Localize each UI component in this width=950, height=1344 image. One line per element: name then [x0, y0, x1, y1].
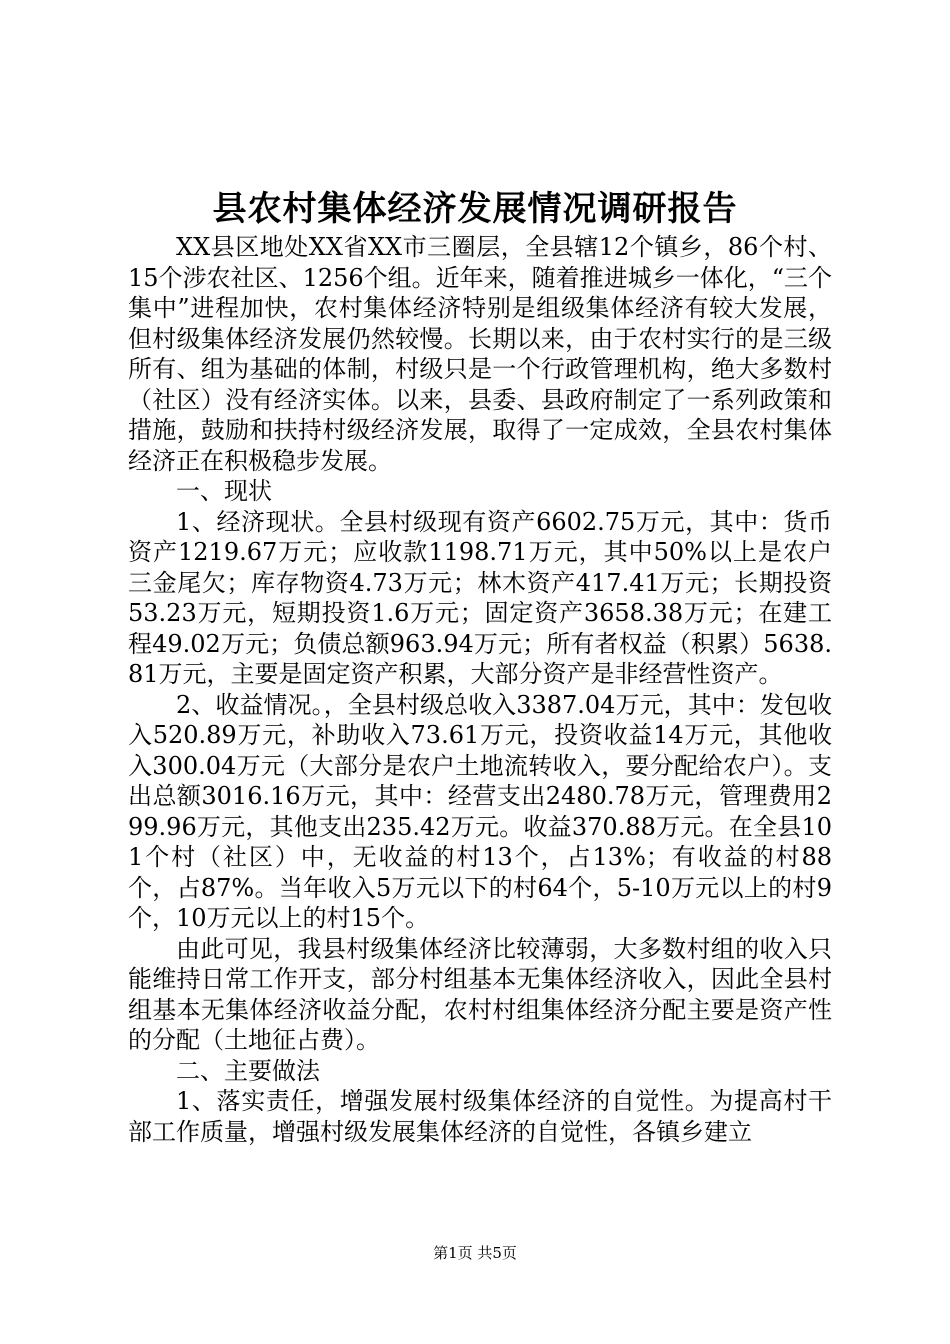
- paragraph-conclusion: 由此可见，我县村级集体经济比较薄弱，大多数村组的收入只能维持日常工作开支，部分村组基本无集体经济收入，因此全县村组基本无集体经济收益分配，农村村组集体经济分配主要是资产性的分配（土地征占费）。: [128, 934, 832, 1054]
- paragraph-intro: XX县区地处XX省XX市三圈层，全县辖12个镇乡，86个村、15个涉农社区、1256个组。近年来，随着推进城乡一体化，“三个集中”进程加快，农村集体经济特别是组级集体经济有较大发展，但村级集体经济发展仍然较慢。长期以来，由于农村实行的是三级所有、组为基础的体制，村级只是一个行政管理机构，绝大多数村（社区）没有经济实体。以来，县委、县政府制定了一系列政策和措施，鼓励和扶持村级经济发展，取得了一定成效，全县农村集体经济正在积极稳步发展。: [128, 233, 832, 475]
- paragraph-economic-status: 1、经济现状。全县村级现有资产6602.75万元，其中：货币资产1219.67万元；应收款1198.71万元，其中50%以上是农户三金尾欠；库存物资4.73万元；林木资产417.41万元；长期投资53.23万元，短期投资1.6万元；固定资产3658.38万元；在建工程49.02万元；负债总额963.94万元；所有者权益（积累）5638.81万元，主要是固定资产积累，大部分资产是非经营性资产。: [128, 507, 832, 688]
- section-heading-practices: 二、主要做法: [176, 1056, 320, 1085]
- page-number-footer: 第1页 共5页: [433, 1244, 517, 1262]
- document-body: [128, 232, 832, 1147]
- document-title: 县农村集体经济发展情况调研报告: [212, 189, 738, 229]
- paragraph-responsibility: 1、落实责任，增强发展村级集体经济的自觉性。为提高村干部工作质量，增强村级发展集体经济的自觉性，各镇乡建立: [128, 1087, 832, 1146]
- paragraph-income: 2、收益情况。，全县村级总收入3387.04万元，其中：发包收入520.89万元，补助收入73.61万元，投资收益14万元，其他收入300.04万元（大部分是农户土地流转收入，要分配给农户）。支出总额3016.16万元，其中：经营支出2480.78万元，管理费用299.96万元，其他支出235.42万元。收益370.88万元。在全县101个村（社区）中，无收益的村13个，占13%；有收益的村88个，占87%。当年收入5万元以下的村64个，5-10万元以上的村9个，10万元以上的村15个。: [128, 690, 832, 932]
- section-heading-status: 一、现状: [176, 477, 272, 505]
